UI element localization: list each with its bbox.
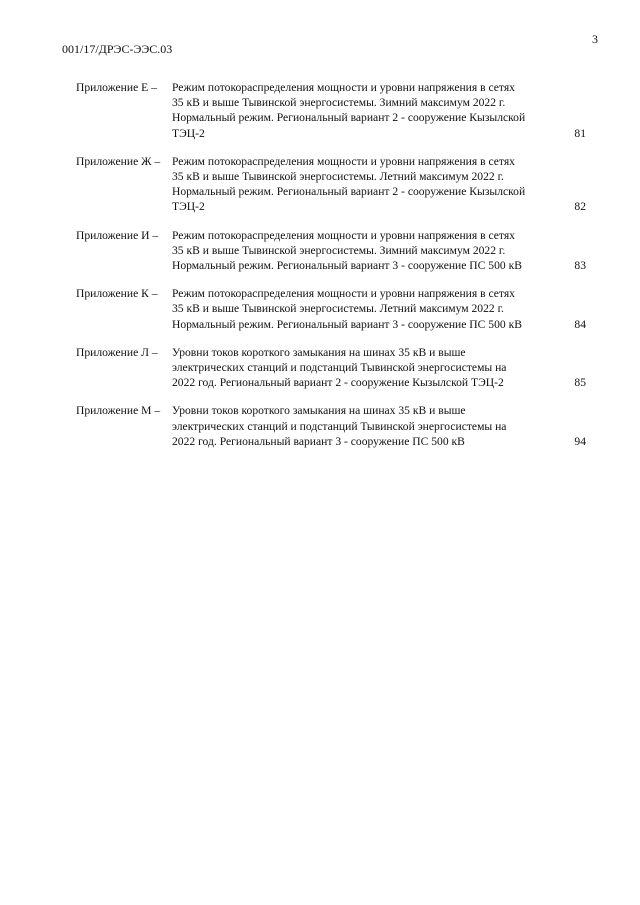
appendix-entry-i[interactable]	[76, 228, 586, 274]
appendix-title-line: Режим потокораспределения мощности и уровни напряжения в сетях	[172, 228, 515, 242]
appendix-body	[172, 154, 586, 215]
appendix-title-line: 35 кВ и выше Тывинской энергосистемы. Летний максимум 2022 г.	[172, 302, 504, 316]
appendix-body	[172, 228, 586, 274]
appendix-label: Приложение Е –	[76, 81, 157, 94]
appendix-title-line: Уровни токов короткого замыкания на шинах 35 кВ и выше	[172, 404, 466, 418]
appendix-title-line: Нормальный режим. Региональный вариант 3 - сооружение ПС 500 кВ	[172, 317, 522, 331]
appendix-title-line: 2022 год. Региональный вариант 2 - сооружение Кызылской ТЭЦ-2	[172, 376, 504, 390]
appendix-body	[172, 80, 586, 141]
page-number: 3	[592, 32, 598, 46]
appendix-title-line: 35 кВ и выше Тывинской энергосистемы. Зимний максимум 2022 г.	[172, 243, 506, 257]
appendix-title	[172, 345, 556, 391]
appendix-title-line: ТЭЦ-2	[172, 126, 205, 140]
appendix-title-line: 35 кВ и выше Тывинской энергосистемы. Зимний максимум 2022 г.	[172, 96, 506, 110]
appendix-label: Приложение И –	[76, 228, 159, 242]
appendix-body	[172, 403, 586, 449]
appendix-entry-l[interactable]	[76, 345, 586, 391]
appendix-title-line: 35 кВ и выше Тывинской энергосистемы. Летний максимум 2022 г.	[172, 170, 504, 184]
appendix-page-number: 84	[574, 317, 586, 331]
appendix-title-line: ТЭЦ-2	[172, 200, 205, 214]
appendix-title-line: Нормальный режим. Региональный вариант 2 - сооружение Кызылской	[172, 111, 526, 125]
appendix-body	[172, 345, 586, 391]
appendix-page-number: 94	[574, 434, 586, 448]
appendix-entry-k[interactable]	[76, 286, 586, 332]
appendix-page-number: 83	[574, 259, 586, 273]
appendix-title-line: 2022 год. Региональный вариант 3 - сооружение ПС 500 кВ	[172, 434, 465, 448]
appendix-title-line: электрических станций и подстанций Тывинской энергосистемы на	[172, 361, 507, 375]
appendix-label: Приложение К –	[76, 287, 158, 301]
appendix-list	[76, 80, 586, 462]
appendix-page-number: 82	[574, 200, 586, 214]
document-code: 001/17/ДРЭС-ЭЭС.03	[62, 42, 173, 56]
appendix-title	[172, 403, 556, 449]
appendix-title-line: Нормальный режим. Региональный вариант 2 - сооружение Кызылской	[172, 185, 526, 199]
appendix-title-line: Режим потокораспределения мощности и уровни напряжения в сетях	[172, 154, 515, 168]
appendix-entry-zh[interactable]	[76, 154, 586, 215]
appendix-label: Приложение Ж –	[76, 154, 161, 168]
appendix-title-line: Уровни токов короткого замыкания на шинах 35 кВ и выше	[172, 345, 466, 359]
appendix-title-line: Нормальный режим. Региональный вариант 3 - сооружение ПС 500 кВ	[172, 259, 522, 273]
appendix-title-line: Режим потокораспределения мощности и уровни напряжения в сетях	[172, 287, 515, 301]
appendix-entry-e[interactable]	[76, 80, 586, 141]
appendix-label: Приложение Л –	[76, 345, 158, 359]
appendix-title	[172, 286, 556, 332]
appendix-entry-m[interactable]	[76, 403, 586, 449]
appendix-page-number: 81	[574, 126, 586, 140]
appendix-page-number: 85	[574, 376, 586, 390]
appendix-title	[172, 228, 556, 274]
appendix-label: Приложение М –	[76, 404, 161, 418]
appendix-title-line: Режим потокораспределения мощности и уровни напряжения в сетях	[172, 81, 515, 94]
appendix-title	[172, 80, 556, 141]
appendix-title	[172, 154, 556, 215]
appendix-body	[172, 286, 586, 332]
appendix-title-line: электрических станций и подстанций Тывинской энергосистемы на	[172, 419, 507, 433]
